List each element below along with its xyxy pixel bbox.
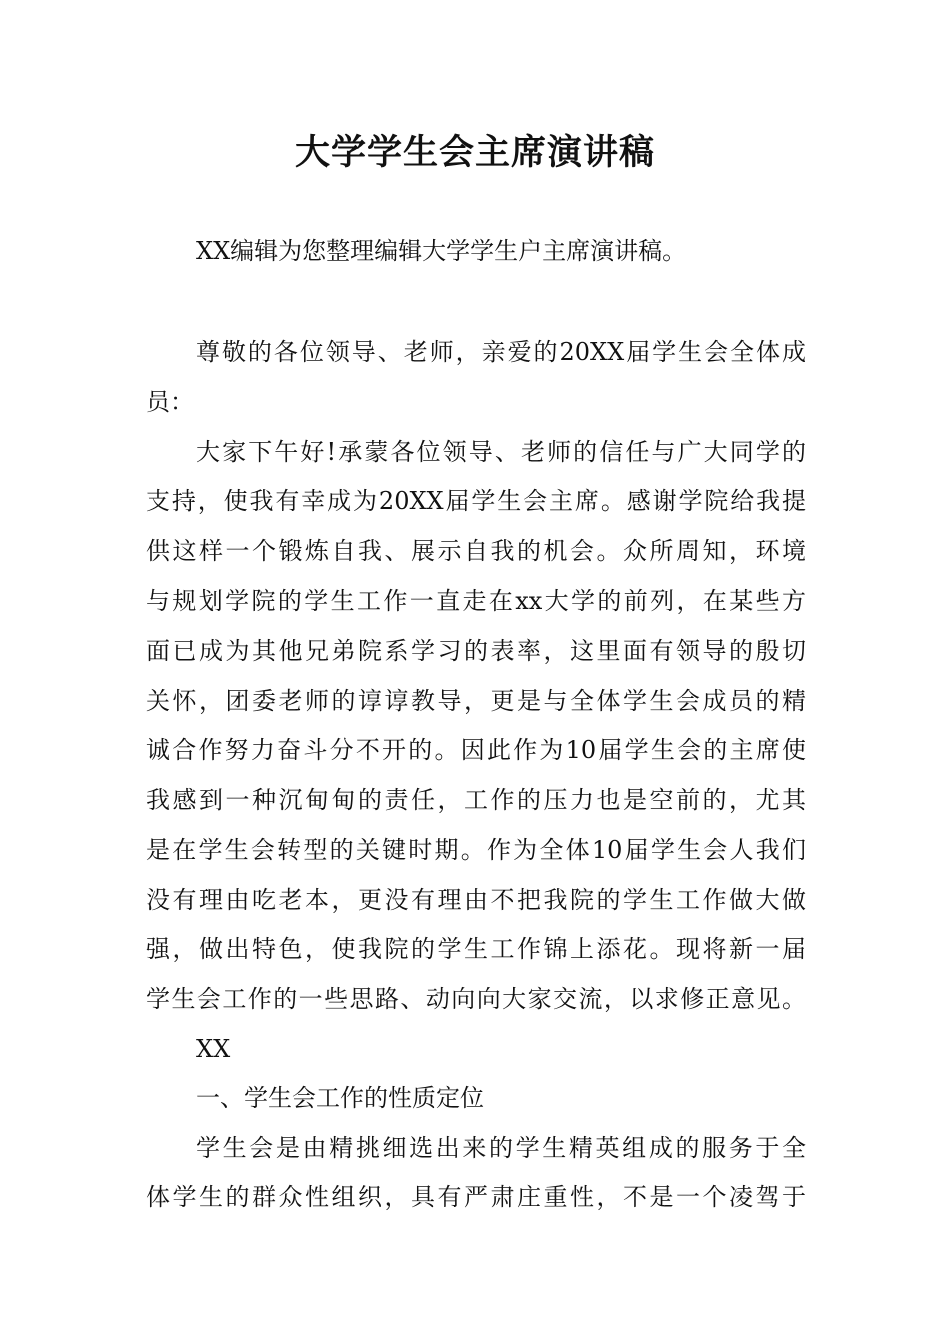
paragraph1-line: 我感到一种沉甸甸的责任，工作的压力也是空前的，尤其 (146, 786, 806, 814)
section1-heading: 一、学生会工作的性质定位 (196, 1084, 484, 1112)
intro-line: XX编辑为您整理编辑大学学生户主席演讲稿。 (196, 237, 687, 265)
paragraph1-line: 大家下午好!承蒙各位领导、老师的信任与广大同学的 (196, 438, 806, 466)
paragraph1-line: 与规划学院的学生工作一直走在xx大学的前列，在某些方 (146, 587, 806, 615)
paragraph2-line: 学生会是由精挑细选出来的学生精英组成的服务于全 (196, 1134, 806, 1162)
paragraph1-line: 支持，使我有幸成为20XX届学生会主席。感谢学院给我提 (146, 487, 806, 515)
paragraph1-line: 供这样一个锻炼自我、展示自我的机会。众所周知，环境 (146, 537, 806, 565)
paragraph2-line: 体学生的群众性组织，具有严肃庄重性，不是一个凌驾于 (146, 1183, 806, 1211)
paragraph1-line: 没有理由吃老本，更没有理由不把我院的学生工作做大做 (146, 886, 806, 914)
paragraph1-line: 诚合作努力奋斗分不开的。因此作为10届学生会的主席使 (146, 736, 806, 764)
paragraph1-line: 强，做出特色，使我院的学生工作锦上添花。现将新一届 (146, 935, 806, 963)
document-title: 大学学生会主席演讲稿 (294, 133, 655, 173)
greeting-line-2: 员： (146, 388, 194, 416)
paragraph1-line: 是在学生会转型的关键时期。作为全体10届学生会人我们 (146, 836, 806, 864)
paragraph1-line: 学生会工作的一些思路、动向向大家交流，以求修正意见。 (146, 985, 806, 1013)
paragraph1-line: 面已成为其他兄弟院系学习的表率，这里面有领导的殷切 (146, 637, 806, 665)
section-marker: XX (196, 1035, 231, 1063)
paragraph1-line: 关怀，团委老师的谆谆教导，更是与全体学生会成员的精 (146, 687, 806, 715)
greeting-line-1: 尊敬的各位领导、老师，亲爱的20XX届学生会全体成 (196, 338, 806, 366)
